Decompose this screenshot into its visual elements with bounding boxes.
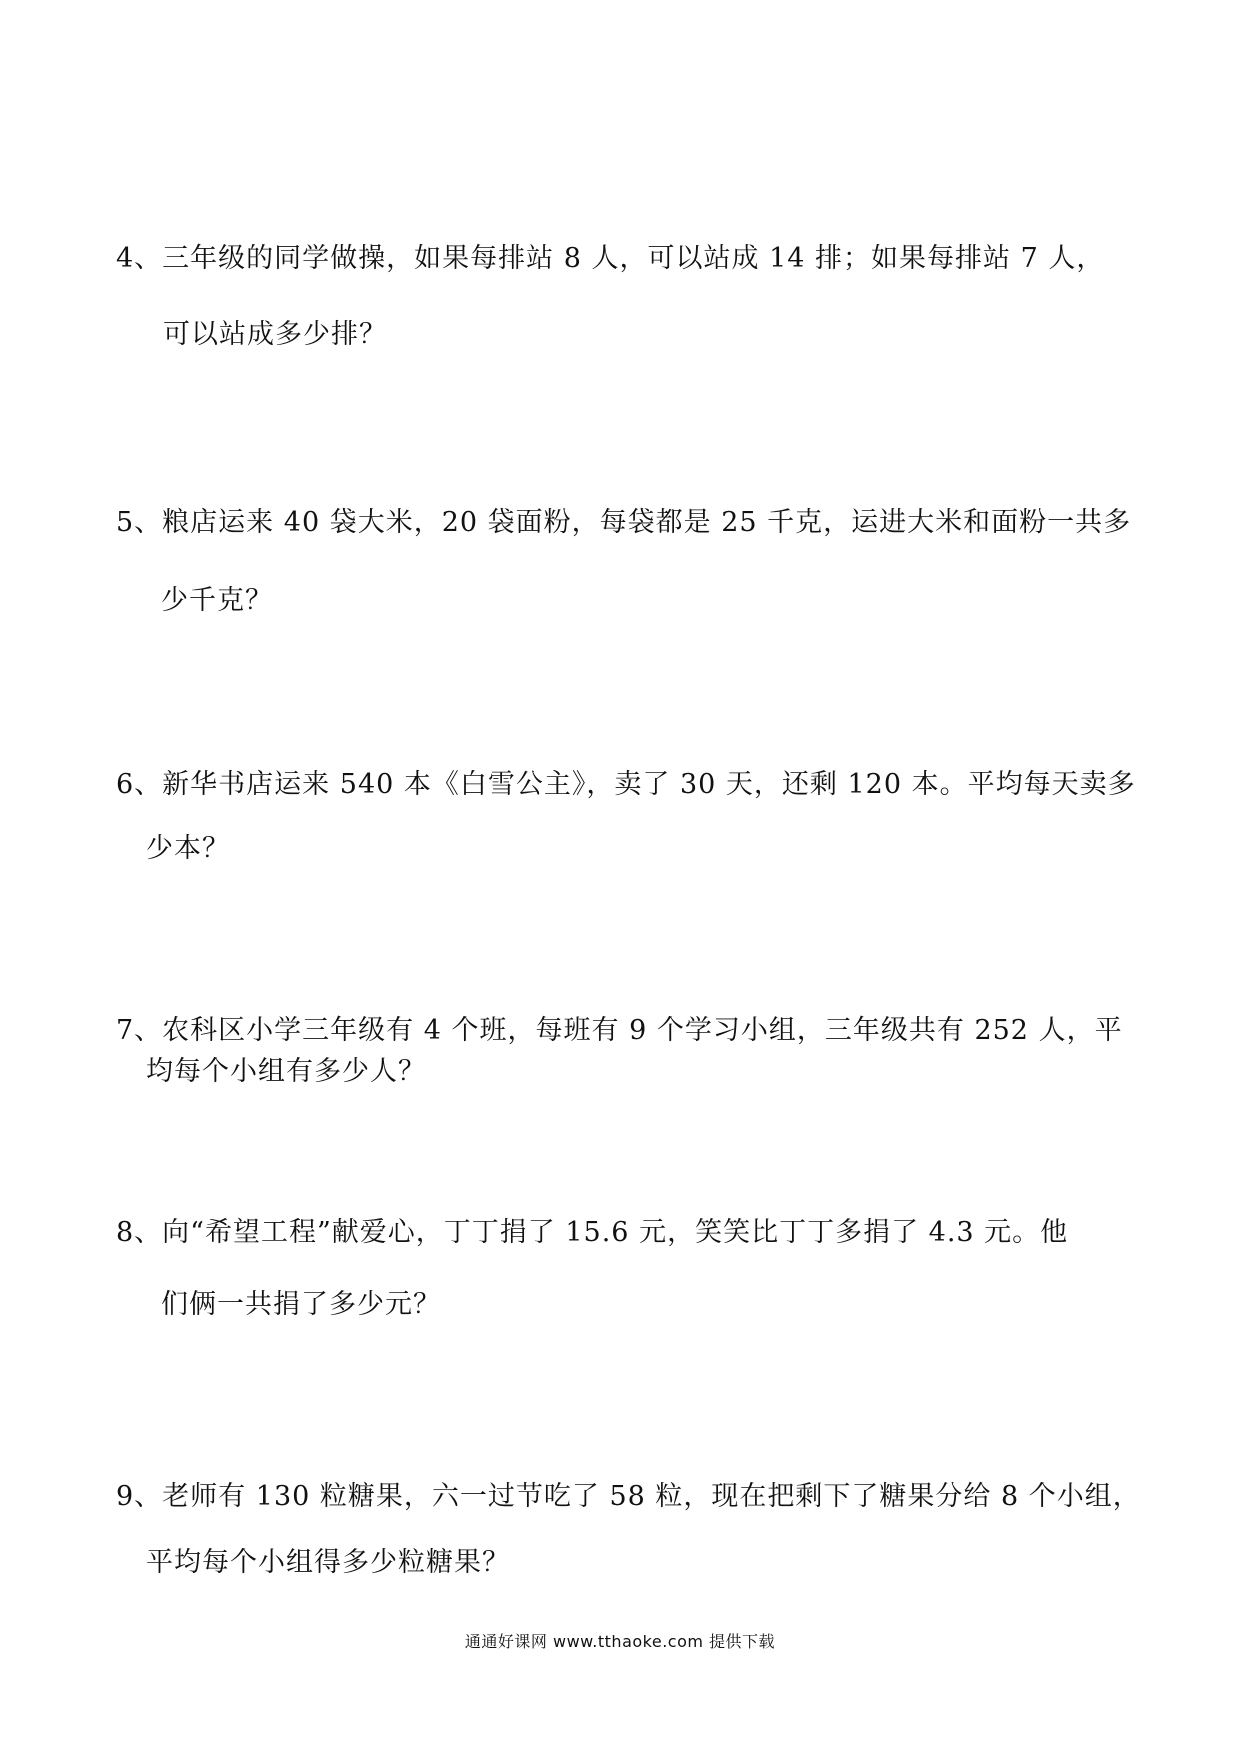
problem-4-line-1: 4、三年级的同学做操，如果每排站 8 人，可以站成 14 排；如果每排站 7 人， [116, 243, 1105, 274]
problem-6-line-1: 6、新华书店运来 540 本《白雪公主》，卖了 30 天，还剩 120 本。平均每天卖多 [116, 769, 1136, 800]
problem-6-line-2: 少本？ [146, 833, 230, 864]
problem-5-line-2: 少千克？ [161, 585, 273, 616]
problem-8-line-1: 8、向“希望工程”献爱心，丁丁捐了 15.6 元，笑笑比丁丁多捐了 4.3 元。他 [116, 1217, 1069, 1248]
problem-7-line-2: 均每个小组有多少人？ [146, 1056, 426, 1087]
problem-5-line-1: 5、粮店运来 40 袋大米，20 袋面粉，每袋都是 25 千克，运进大米和面粉一共多 [116, 507, 1132, 538]
problem-7-line-1: 7、农科区小学三年级有 4 个班，每班有 9 个学习小组，三年级共有 252 人，平 [116, 1015, 1123, 1046]
page-footer: 通通好课网 www.tthaoke.com 提供下载 [464, 1632, 776, 1651]
problem-9-line-2: 平均每个小组得多少粒糖果？ [146, 1547, 510, 1578]
problem-8-line-2: 们俩一共捐了多少元？ [161, 1289, 441, 1320]
problem-9-line-1: 9、老师有 130 粒糖果，六一过节吃了 58 粒，现在把剩下了糖果分给 8 个小组， [116, 1481, 1141, 1512]
problem-4-line-2: 可以站成多少排？ [163, 319, 387, 350]
